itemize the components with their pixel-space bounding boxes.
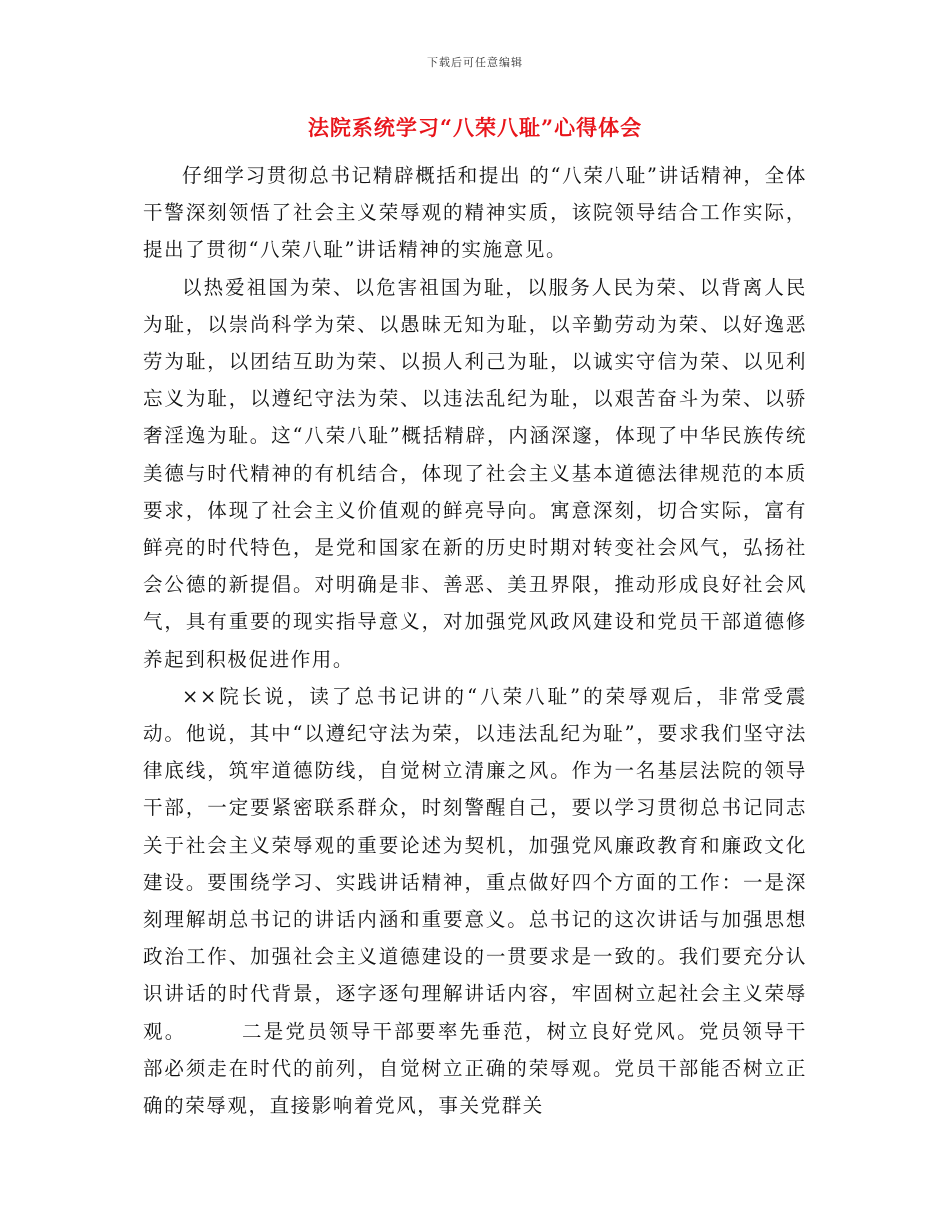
document-body [143, 157, 807, 1124]
paragraph-1: 仔细学习贯彻总书记精辟概括和提出 的“八荣八耻”讲话精神，全体干警深刻领悟了社会主义荣辱观的精神实质，该院领导结合工作实际，提出了贯彻“八荣八耻”讲话精神的实施意见。 [143, 164, 807, 262]
document-title: 法院系统学习“八荣八耻”心得体会 [307, 115, 643, 140]
header-note: 下载后可任意编辑 [427, 56, 523, 69]
paragraph-2: 以热爱祖国为荣、以危害祖国为耻，以服务人民为荣、以背离人民为耻，以崇尚科学为荣、以愚昧无知为耻，以辛勤劳动为荣、以好逸恶劳为耻，以团结互助为荣、以损人利己为耻，以诚实守信为荣、以见利忘义为耻，以遵纪守法为荣、以违法乱纪为耻，以艰苦奋斗为荣、以骄奢淫逸为耻。这“八荣八耻”概括精辟，内涵深邃，体现了中华民族传统美德与时代精神的有机结合，体现了社会主义基本道德法律规范的本质要求，体现了社会主义价值观的鲜亮导向。寓意深刻，切合实际，富有鲜亮的时代特色，是党和国家在新的历史时期对转变社会风气，弘扬社会公德的新提倡。对明确是非、善恶、美丑界限，推动形成良好社会风气，具有重要的现实指导意义，对加强党风政风建设和党员干部道德修养起到积极促进作用。 [143, 275, 807, 671]
paragraph-3: ××院长说，读了总书记讲的“八荣八耻”的荣辱观后，非常受震动。他说，其中“以遵纪守法为荣，以违法乱纪为耻”，要求我们坚守法律底线，筑牢道德防线，自觉树立清廉之风。作为一名基层法院的领导干部，一定要紧密联系群众，时刻警醒自己，要以学习贯彻总书记同志关于社会主义荣辱观的重要论述为契机，加强党风廉政教育和廉政文化建设。要围绕学习、实践讲话精神，重点做好四个方面的工作：一是深刻理解胡总书记的讲话内涵和重要意义。总书记的这次讲话与加强思想政治工作、加强社会主义道德建设的一贯要求是一致的。我们要充分认识讲话的时代背景，逐字逐句理解讲话内容，牢固树立起社会主义荣辱观。 二是党员领导干部要率先垂范，树立良好党风。党员领导干部必须走在时代的前列，自觉树立正确的荣辱观。党员干部能否树立正确的荣辱观，直接影响着党风，事关党群关 [143, 684, 807, 1118]
